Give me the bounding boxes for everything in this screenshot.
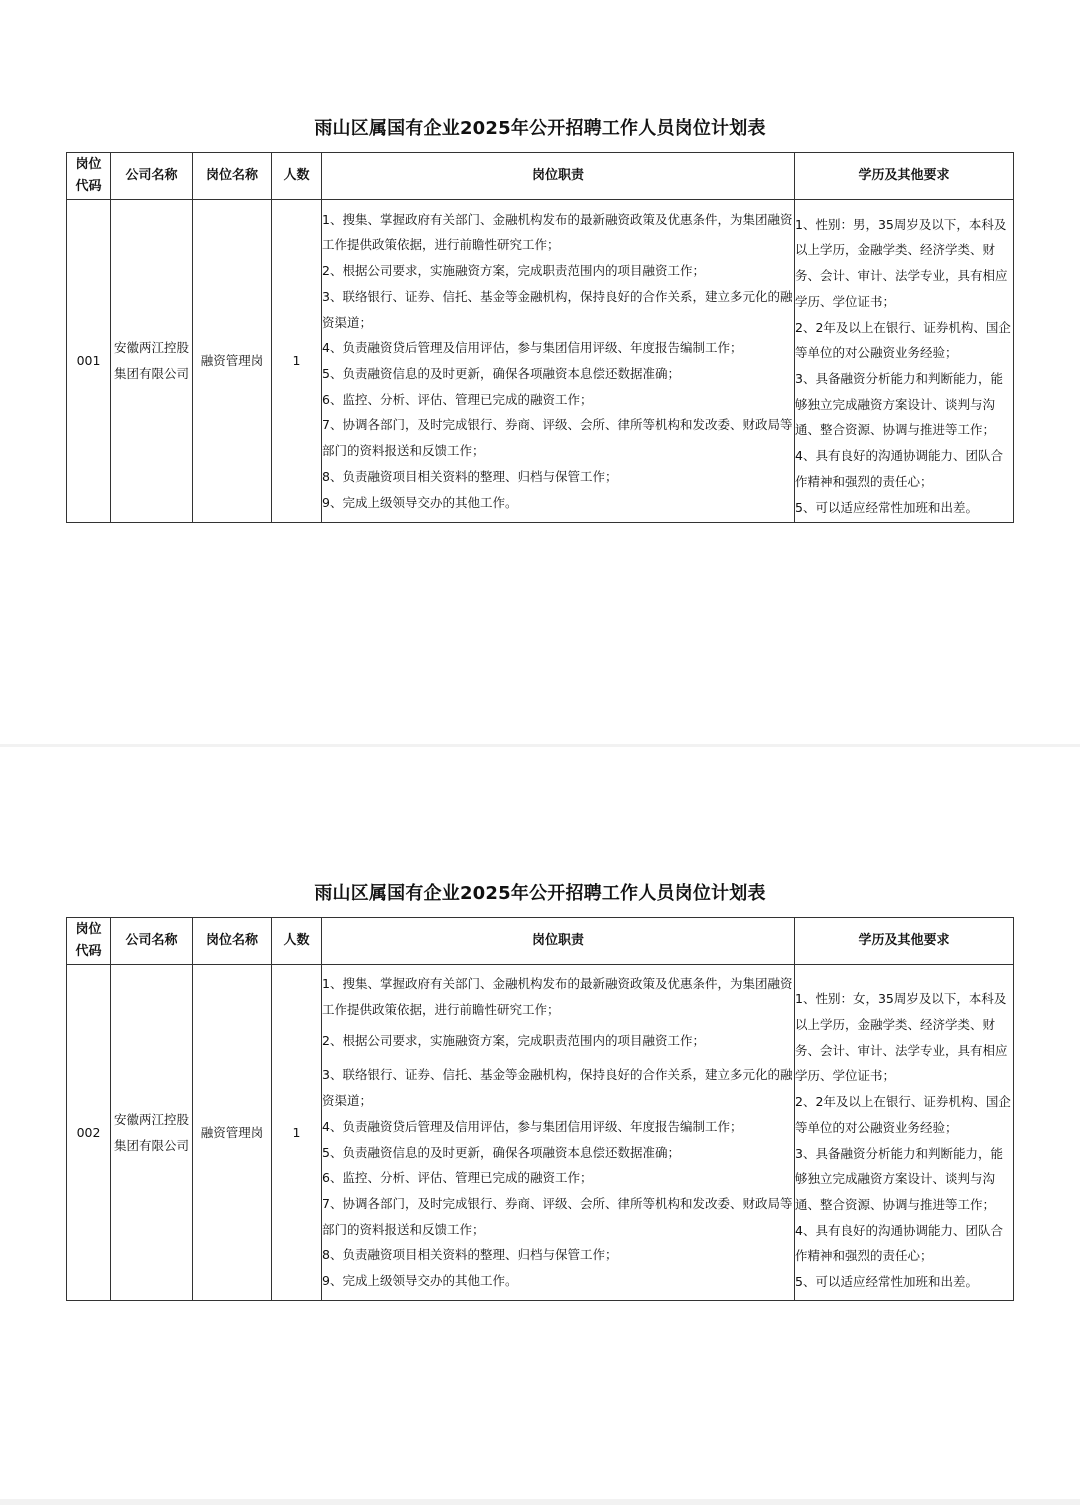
duty-item: 8、负责融资项目相关资料的整理、归档与保管工作； — [322, 468, 618, 484]
requirement-item: 2、2年及以上在银行、证券机构、国企等单位的对公融资业务经验； — [795, 319, 1011, 361]
page-title: 雨山区属国有企业2025年公开招聘工作人员岗位计划表 — [314, 883, 766, 904]
requirement-item: 5、可以适应经常性加班和出差。 — [795, 499, 978, 515]
duty-item: 4、负责融资贷后管理及信用评估，参与集团信用评级、年度报告编制工作； — [322, 340, 743, 356]
header-duties: 岗位职责 — [322, 153, 795, 200]
header-count: 人数 — [272, 918, 322, 965]
cell-position: 融资管理岗 — [193, 965, 272, 1301]
header-position: 岗位名称 — [193, 153, 272, 200]
requirement-item: 4、具有良好的沟通协调能力、团队合作精神和强烈的责任心； — [795, 448, 1003, 489]
duty-item: 2、根据公司要求，实施融资方案，完成职责范围内的项目融资工作； — [322, 263, 705, 279]
header-code: 岗位代码 — [67, 153, 111, 200]
duty-item: 7、协调各部门，及时完成银行、券商、评级、会所、律所等机构和发改委、财政局等部门的资料报送和反馈工作； — [322, 417, 793, 459]
header-company: 公司名称 — [111, 918, 193, 965]
header-code: 岗位代码 — [67, 918, 111, 965]
duty-item: 5、负责融资信息的及时更新，确保各项融资本息偿还数据准确； — [322, 366, 680, 381]
cell-code: 002 — [67, 965, 111, 1301]
duty-item: 3、联络银行、证券、信托、基金等金融机构，保持良好的合作关系，建立多元化的融资渠道； — [322, 1067, 793, 1109]
header-requirements: 学历及其他要求 — [795, 918, 1014, 965]
requirement-item: 5、可以适应经常性加班和出差。 — [795, 1274, 978, 1290]
cell-company: 安徽两江控股集团有限公司 — [111, 200, 193, 523]
duty-item: 6、监控、分析、评估、管理已完成的融资工作； — [322, 391, 593, 407]
header-company: 公司名称 — [111, 153, 193, 200]
header-duties: 岗位职责 — [322, 918, 795, 965]
duty-item: 4、负责融资贷后管理及信用评估，参与集团信用评级、年度报告编制工作； — [322, 1118, 743, 1134]
duty-item: 9、完成上级领导交办的其他工作。 — [322, 494, 518, 510]
document-page-2 — [0, 747, 1080, 1499]
cell-requirements — [795, 200, 1014, 523]
requirement-item: 4、具有良好的沟通协调能力、团队合作精神和强烈的责任心； — [795, 1222, 1003, 1264]
cell-company: 安徽两江控股集团有限公司 — [111, 965, 193, 1301]
requirement-item: 3、具备融资分析能力和判断能力，能够独立完成融资方案设计、谈判与沟通、整合资源、协调与推进等工作； — [795, 1145, 1003, 1212]
duty-item: 6、监控、分析、评估、管理已完成的融资工作； — [322, 1170, 593, 1186]
requirement-item: 1、性别：男，35周岁及以下，本科及以上学历，金融学类、经济学类、财务、会计、审计、法学专业，具有相应学历、学位证书； — [795, 216, 1008, 309]
cell-position: 融资管理岗 — [193, 200, 272, 523]
duty-item: 7、协调各部门，及时完成银行、券商、评级、会所、律所等机构和发改委、财政局等部门的资料报送和反馈工作； — [322, 1195, 793, 1237]
cell-requirements — [795, 965, 1014, 1301]
document-page-1 — [0, 0, 1080, 744]
cell-code: 001 — [67, 200, 111, 523]
job-plan-table — [66, 152, 1014, 523]
table-header-row — [67, 153, 1014, 200]
duty-item: 2、根据公司要求，实施融资方案，完成职责范围内的项目融资工作； — [322, 1032, 705, 1048]
duty-item: 5、负责融资信息的及时更新，确保各项融资本息偿还数据准确； — [322, 1144, 680, 1160]
header-requirements: 学历及其他要求 — [795, 153, 1014, 200]
table-row — [67, 965, 1014, 1301]
duty-item: 3、联络银行、证券、信托、基金等金融机构，保持良好的合作关系，建立多元化的融资渠道； — [322, 288, 793, 330]
table-row — [67, 200, 1014, 523]
duty-item: 1、搜集、掌握政府有关部门、金融机构发布的最新融资政策及优惠条件，为集团融资工作提供政策依据，进行前瞻性研究工作； — [322, 976, 793, 1017]
job-plan-table — [66, 917, 1014, 1301]
requirement-item: 3、具备融资分析能力和判断能力，能够独立完成融资方案设计、谈判与沟通、整合资源、协调与推进等工作； — [795, 371, 1003, 438]
requirement-item: 2、2年及以上在银行、证券机构、国企等单位的对公融资业务经验； — [795, 1094, 1011, 1135]
page-title: 雨山区属国有企业2025年公开招聘工作人员岗位计划表 — [314, 118, 766, 139]
duty-item: 8、负责融资项目相关资料的整理、归档与保管工作； — [322, 1247, 618, 1263]
duty-item: 1、搜集、掌握政府有关部门、金融机构发布的最新融资政策及优惠条件，为集团融资工作提供政策依据，进行前瞻性研究工作； — [322, 211, 793, 253]
cell-count: 1 — [272, 965, 322, 1301]
header-position: 岗位名称 — [193, 918, 272, 965]
cell-count: 1 — [272, 200, 322, 523]
duty-item: 9、完成上级领导交办的其他工作。 — [322, 1273, 518, 1289]
table-header-row — [67, 918, 1014, 965]
header-count: 人数 — [272, 153, 322, 200]
cell-duties — [322, 200, 795, 523]
cell-duties — [322, 965, 795, 1301]
requirement-item: 1、性别：女，35周岁及以下，本科及以上学历，金融学类、经济学类、财务、会计、审计、法学专业，具有相应学历、学位证书； — [795, 991, 1008, 1084]
